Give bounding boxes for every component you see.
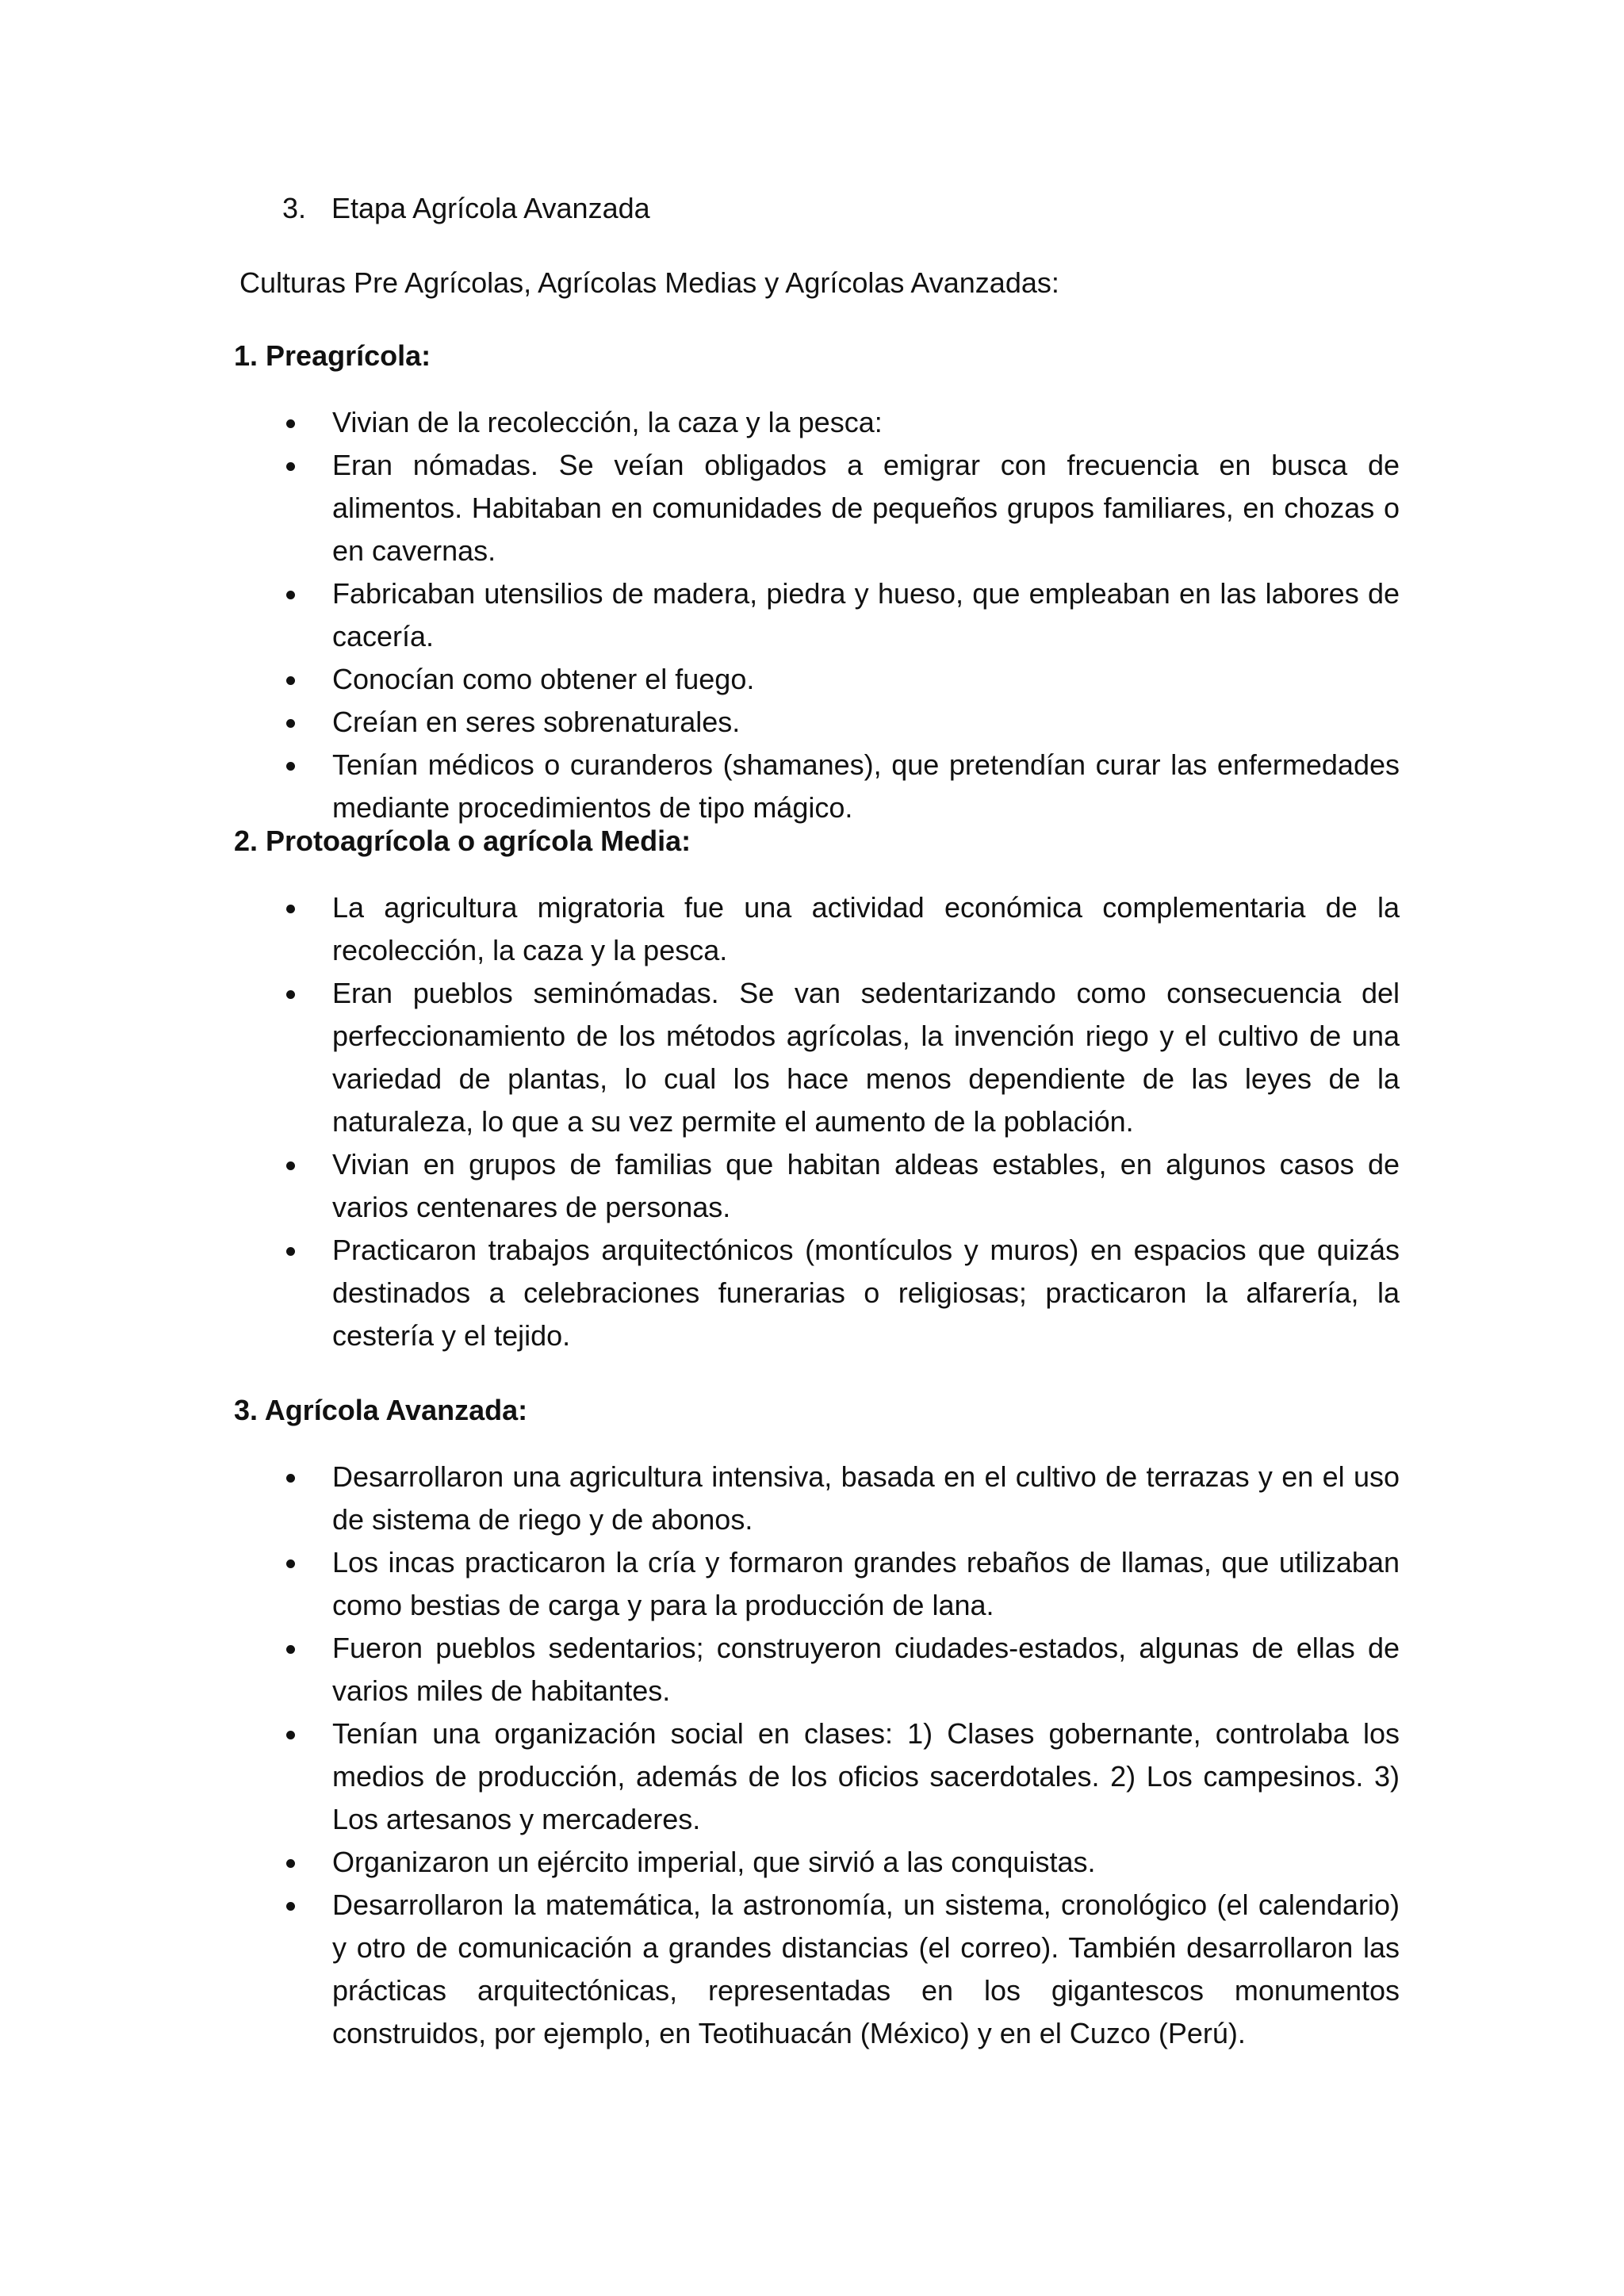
list-item-text: Fabricaban utensilios de madera, piedra y hueso, que empleaban en las labores de cacería.	[332, 577, 1400, 652]
bullet-icon	[286, 676, 295, 685]
list-item	[234, 1229, 1400, 1357]
item-text: Etapa Agrícola Avanzada	[331, 192, 650, 224]
bullet-icon	[286, 1731, 295, 1739]
list-item-text: Tenían médicos o curanderos (shamanes), que pretendían curar las enfermedades mediante procedimientos de tipo mágico.	[332, 748, 1400, 824]
bullet-list-protoagricola	[234, 886, 1400, 1357]
list-item-text: Creían en seres sobrenaturales.	[332, 706, 741, 738]
list-item	[234, 401, 1400, 444]
list-item-text: Desarrollaron la matemática, la astronomía, un sistema, cronológico (el calendario) y otro de comunicación a grandes distancias (el correo). También desarrollaron las prácticas arquitectónicas, representadas en los gigantescos monumentos construidos, por ejemplo, en Teotihuacán (México) y en el Cuzco (Perú).	[332, 1888, 1400, 2049]
list-item-text: Desarrollaron una agricultura intensiva, basada en el cultivo de terrazas y en el uso de sistema de riego y de abonos.	[332, 1460, 1400, 1536]
numbered-item	[282, 187, 650, 230]
bullet-icon	[286, 1902, 295, 1911]
list-item	[234, 886, 1400, 972]
list-item-text: Los incas practicaron la cría y formaron grandes rebaños de llamas, que utilizaban como bestias de carga y para la producción de lana.	[332, 1546, 1400, 1621]
list-item-text: Eran pueblos seminómadas. Se van sedentarizando como consecuencia del perfeccionamiento de los métodos agrícolas, la invención riego y el cultivo de una variedad de plantas, lo cual los hace menos dependiente de las leyes de la naturaleza, lo que a su vez permite el aumento de la población.	[332, 977, 1400, 1138]
bullet-list-preagricola	[234, 401, 1400, 829]
list-item	[234, 1541, 1400, 1627]
bullet-icon	[286, 762, 295, 771]
bullet-icon	[286, 990, 295, 999]
list-item	[234, 1627, 1400, 1712]
intro-line: Culturas Pre Agrícolas, Agrícolas Medias y Agrícolas Avanzadas:	[239, 266, 1059, 299]
item-number: 3.	[282, 192, 307, 224]
section-heading-agricola-avanzada: 3. Agrícola Avanzada:	[234, 1394, 528, 1426]
bullet-icon	[286, 719, 295, 728]
list-item-text: Vivian de la recolección, la caza y la pesca:	[332, 406, 883, 438]
list-item	[234, 701, 1400, 744]
bullet-icon	[286, 905, 295, 913]
list-item-text: Practicaron trabajos arquitectónicos (montículos y muros) en espacios que quizás destinados a celebraciones funerarias o religiosas; practicaron la alfarería, la cestería y el tejido.	[332, 1234, 1400, 1352]
list-item	[234, 658, 1400, 701]
list-item-text: Conocían como obtener el fuego.	[332, 663, 755, 695]
list-item	[234, 572, 1400, 658]
bullet-list-agricola-avanzada	[234, 1456, 1400, 2055]
list-item	[234, 972, 1400, 1143]
bullet-icon	[286, 419, 295, 428]
list-item	[234, 444, 1400, 572]
list-item-text: Tenían una organización social en clases: 1) Clases gobernante, controlaba los medios de producción, además de los oficios sacerdotales. 2) Los campesinos. 3) Los artesanos y mercaderes.	[332, 1717, 1400, 1835]
section-heading-preagricola: 1. Preagrícola:	[234, 339, 431, 372]
list-item-text: Eran nómadas. Se veían obligados a emigrar con frecuencia en busca de alimentos. Habitaban en comunidades de pequeños grupos familiares, en chozas o en cavernas.	[332, 449, 1400, 567]
bullet-icon	[286, 1247, 295, 1256]
bullet-icon	[286, 1859, 295, 1868]
section-heading-protoagricola: 2. Protoagrícola o agrícola Media:	[234, 825, 691, 857]
bullet-icon	[286, 591, 295, 599]
list-item	[234, 744, 1400, 829]
bullet-icon	[286, 1645, 295, 1654]
list-item	[234, 1143, 1400, 1229]
list-item	[234, 1712, 1400, 1841]
list-item-text: Vivian en grupos de familias que habitan aldeas estables, en algunos casos de varios centenares de personas.	[332, 1148, 1400, 1223]
list-item-text: Organizaron un ejército imperial, que sirvió a las conquistas.	[332, 1846, 1096, 1878]
list-item	[234, 1884, 1400, 2055]
list-item-text: Fueron pueblos sedentarios; construyeron ciudades-estados, algunas de ellas de varios miles de habitantes.	[332, 1632, 1400, 1707]
bullet-icon	[286, 1559, 295, 1568]
list-item-text: La agricultura migratoria fue una actividad económica complementaria de la recolección, la caza y la pesca.	[332, 891, 1400, 966]
list-item	[234, 1456, 1400, 1541]
list-item	[234, 1841, 1400, 1884]
bullet-icon	[286, 1474, 295, 1483]
bullet-icon	[286, 1161, 295, 1170]
bullet-icon	[286, 462, 295, 471]
